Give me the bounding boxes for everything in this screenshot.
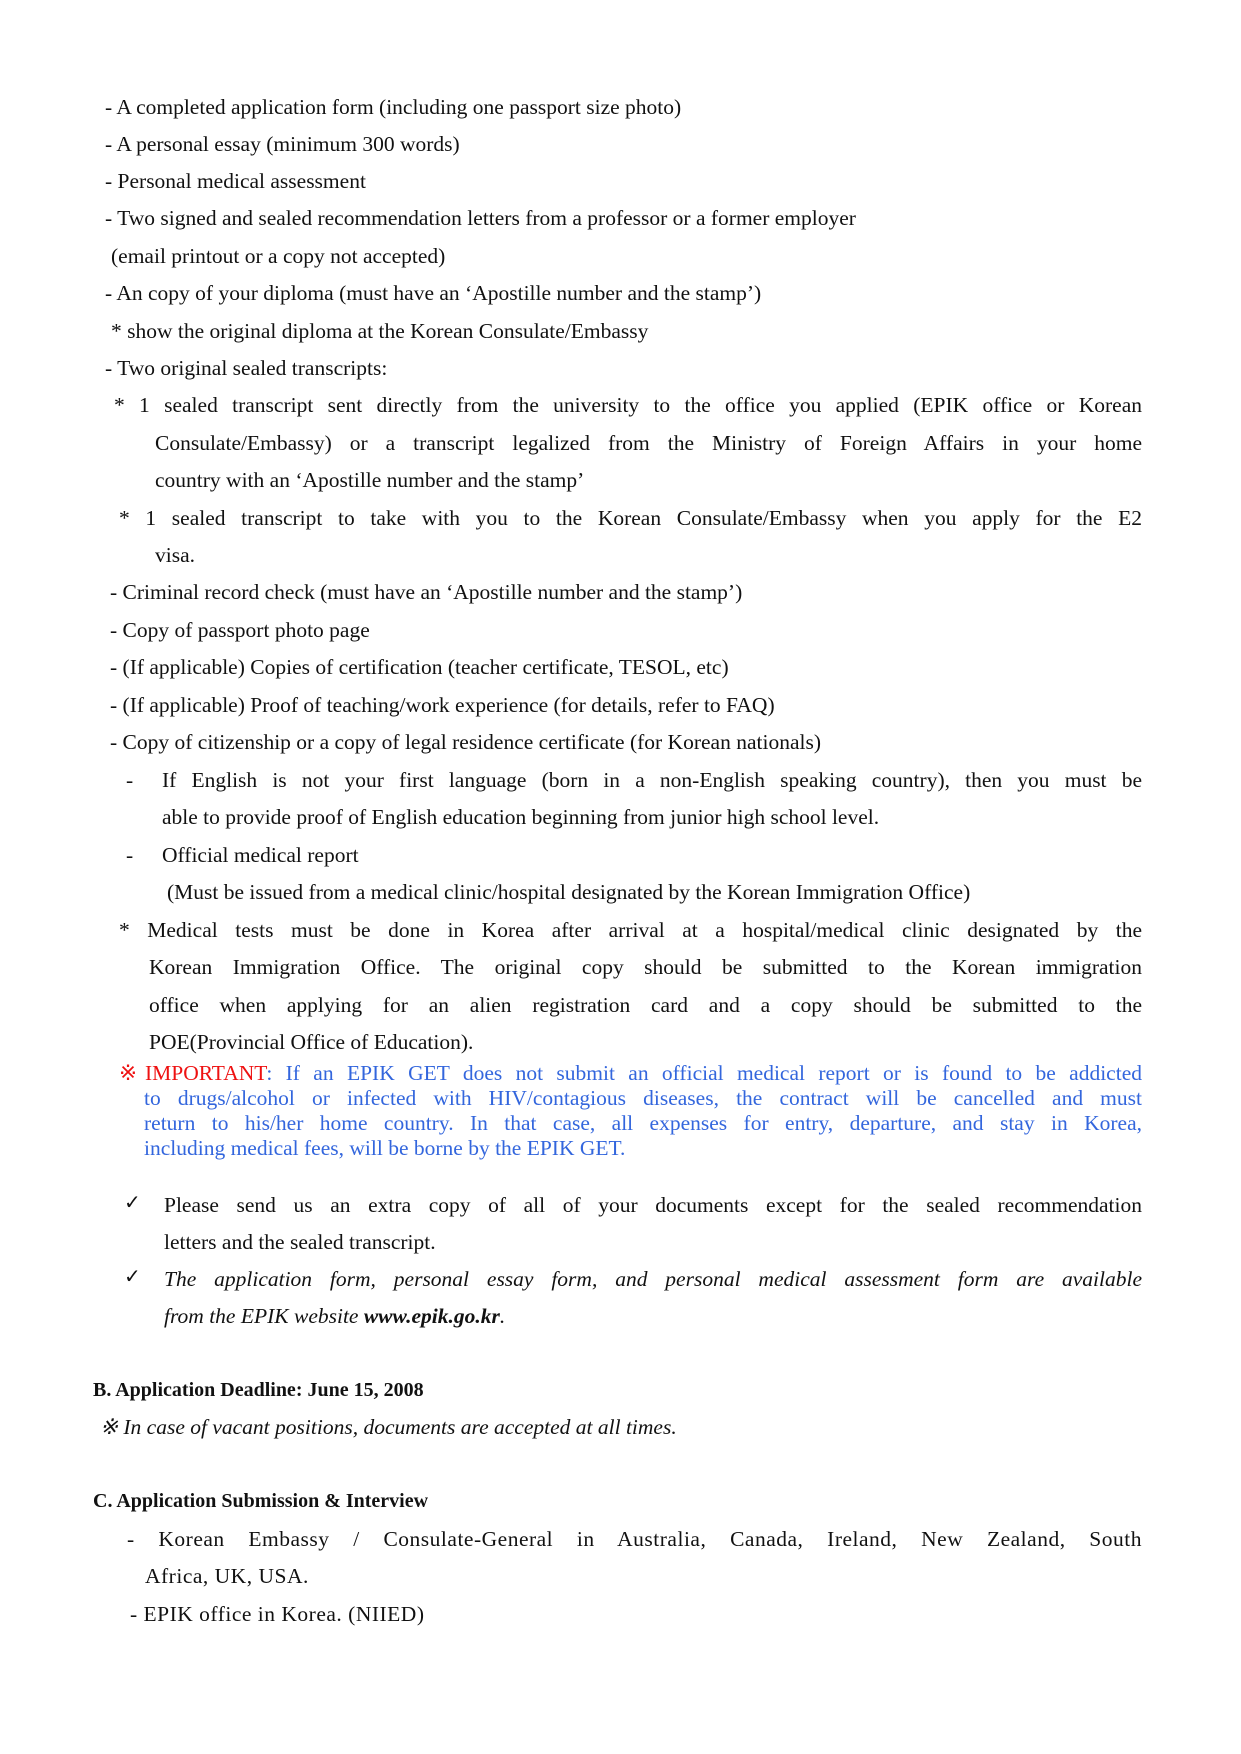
- section-b-heading: B. Application Deadline: June 15, 2008: [93, 1379, 424, 1401]
- requirement-recommendation-letters: - Two signed and sealed recommendation letters from a professor or a former employer: [105, 206, 856, 230]
- checkmark-icon: ✓: [124, 1190, 141, 1214]
- medical-tests-line3: office when applying for an alien registration card and a copy should be submitted to the: [149, 993, 1142, 1017]
- section-c-item1-line1: - Korean Embassy / Consulate-General in Australia, Canada, Ireland, New Zealand, South: [127, 1527, 1142, 1551]
- important-notice-line2: to drugs/alcohol or infected with HIV/contagious diseases, the contract will be cancelled and must: [144, 1086, 1142, 1110]
- requirement-experience: - (If applicable) Proof of teaching/work experience (for details, refer to FAQ): [110, 693, 775, 717]
- medical-tests-line1: * Medical tests must be done in Korea after arrival at a hospital/medical clinic designated by the: [119, 918, 1142, 942]
- requirement-passport-copy: - Copy of passport photo page: [110, 618, 370, 642]
- note-extra-copy-line2: letters and the sealed transcript.: [164, 1230, 436, 1254]
- requirement-criminal-record: - Criminal record check (must have an ‘Apostille number and the stamp’): [110, 580, 743, 604]
- requirement-application-form: - A completed application form (including one passport size photo): [105, 95, 682, 119]
- important-notice-line4: including medical fees, will be borne by the EPIK GET.: [144, 1136, 626, 1160]
- note-forms-available-line1: The application form, personal essay form, and personal medical assessment form are available: [164, 1267, 1142, 1291]
- section-b-note: ※ In case of vacant positions, documents are accepted at all times.: [100, 1415, 677, 1439]
- transcript-1-line3: country with an ‘Apostille number and the stamp’: [155, 468, 585, 492]
- section-c-item2: - EPIK office in Korea. (NIIED): [130, 1602, 425, 1626]
- requirement-diploma-note: * show the original diploma at the Korean Consulate/Embassy: [111, 319, 649, 343]
- requirement-transcripts: - Two original sealed transcripts:: [105, 356, 388, 380]
- note-forms-prefix: from the EPIK website: [164, 1304, 364, 1328]
- english-requirement-line1: If English is not your first language (born in a non-English speaking country), then you must be: [162, 768, 1142, 792]
- requirement-citizenship: - Copy of citizenship or a copy of legal residence certificate (for Korean nationals): [110, 730, 821, 754]
- important-text: : If an EPIK GET does not submit an official medical report or is found to be addicted: [266, 1061, 1142, 1085]
- transcript-1-line2: Consulate/Embassy) or a transcript legalized from the Ministry of Foreign Affairs in your home: [155, 431, 1142, 455]
- transcript-1-line1: * 1 sealed transcript sent directly from the university to the office you applied (EPIK office or Korean: [114, 393, 1142, 417]
- note-forms-suffix: .: [499, 1304, 506, 1328]
- requirement-diploma: - An copy of your diploma (must have an ‘Apostille number and the stamp’): [105, 281, 762, 305]
- medical-tests-line2: Korean Immigration Office. The original copy should be submitted to the Korean immigration: [149, 955, 1142, 979]
- important-notice-line3: return to his/her home country. In that case, all expenses for entry, departure, and stay in Korea,: [144, 1111, 1142, 1135]
- section-c-heading: C. Application Submission & Interview: [93, 1490, 429, 1512]
- requirement-medical-assessment: - Personal medical assessment: [105, 169, 366, 193]
- medical-bullet: -: [126, 843, 134, 867]
- transcript-2-line1: * 1 sealed transcript to take with you to the Korean Consulate/Embassy when you apply for the E2: [119, 506, 1142, 530]
- english-bullet: -: [126, 768, 134, 792]
- important-notice-line1: [119, 1061, 1142, 1086]
- requirement-recommendation-note: (email printout or a copy not accepted): [111, 244, 446, 268]
- important-label: ※IMPORTANT: [119, 1061, 267, 1085]
- section-c-item1-line2: Africa, UK, USA.: [145, 1564, 309, 1588]
- english-requirement-line2: able to provide proof of English education beginning from junior high school level.: [162, 805, 880, 829]
- requirement-personal-essay: - A personal essay (minimum 300 words): [105, 132, 460, 156]
- transcript-2-line2: visa.: [155, 543, 196, 567]
- medical-report-label: Official medical report: [162, 843, 359, 867]
- medical-report-note: (Must be issued from a medical clinic/hospital designated by the Korean Immigration Office): [167, 880, 971, 904]
- checkmark-icon: ✓: [124, 1264, 141, 1288]
- note-extra-copy-line1: Please send us an extra copy of all of your documents except for the sealed recommendation: [164, 1193, 1142, 1217]
- epik-website-link[interactable]: www.epik.go.kr: [363, 1304, 500, 1328]
- requirement-certification: - (If applicable) Copies of certification (teacher certificate, TESOL, etc): [110, 655, 729, 679]
- note-forms-available-line2: [164, 1304, 505, 1328]
- medical-tests-line4: POE(Provincial Office of Education).: [149, 1030, 474, 1054]
